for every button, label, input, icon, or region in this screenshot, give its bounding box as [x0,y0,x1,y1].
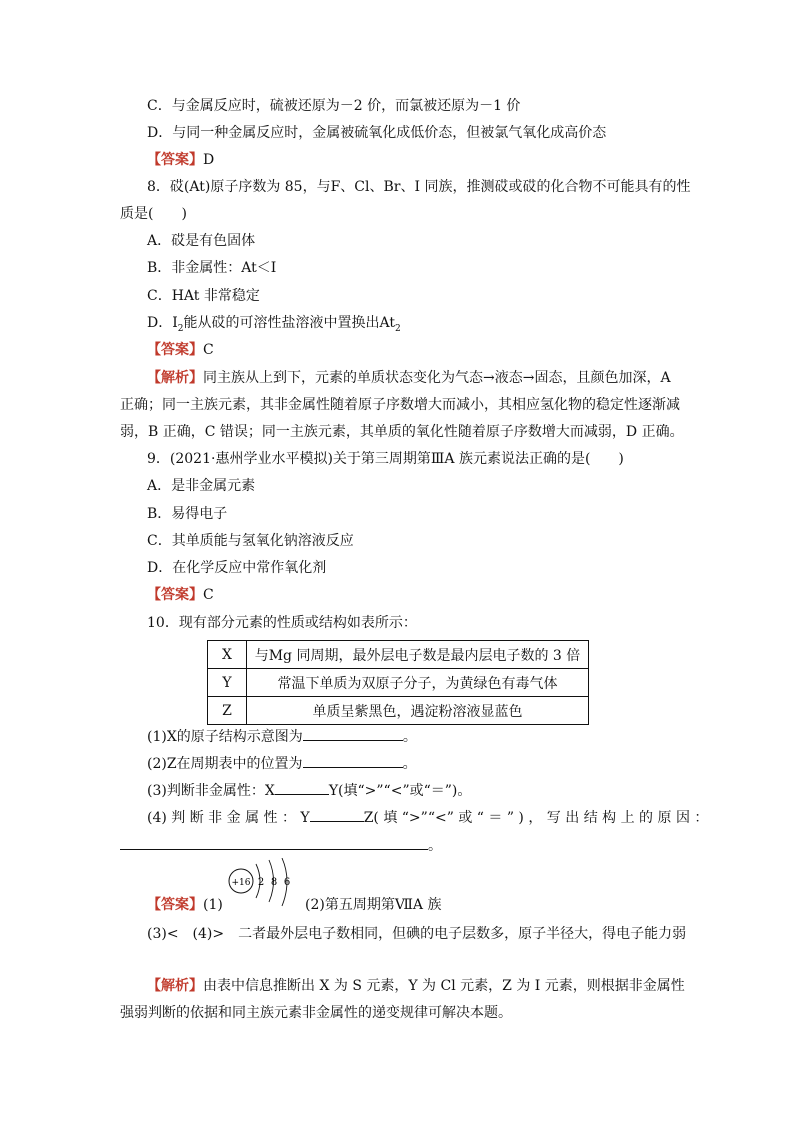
table-cell-value: 常温下单质为双原子分子，为黄绿色有毒气体 [247,669,589,697]
table-cell-key: X [208,641,247,669]
q10-analysis-text1: 由表中信息推断出 X 为 S 元素，Y 为 Cl 元素，Z 为 I 元素，则根据非金属性 [203,978,685,994]
q10-part1-text: (1)X的原子结构示意图为 [147,729,303,745]
q10-part3-pre: (3)判断非金属性：X [147,783,275,799]
q9-option-d: D．在化学反应中常作氧化剂 [147,560,327,576]
table-cell-key: Z [208,697,247,725]
q10-part4-line2 [120,835,442,856]
sulfur-atom-structure-diagram [222,858,302,916]
answer-value: C [203,587,214,603]
q9-option-a: A．是非金属元素 [147,478,256,494]
element-properties-table [207,640,589,725]
table-row [208,697,589,725]
table-cell-value: 与Mg 同周期，最外层电子数是最内层电子数的 3 倍 [247,641,589,669]
q8-analysis-text1: 同主族从上到下，元素的单质状态变化为气态→液态→固态，且颜色加深，A [203,370,671,386]
q8-analysis-line2: 正确；同一主族元素，其非金属性随着原子序数增大而减小，其相应氢化物的稳定性逐渐减 [120,397,680,413]
q8-stem-line1: 8．砹(At)原子序数为 85，与F、Cl、Br、I 同族，推测砹或砹的化合物不可能具有的性 [147,179,691,195]
q8-analysis-line1 [147,368,671,388]
q10-part2 [147,753,417,774]
answer-tag: 【答案】 [147,152,203,168]
answer-tag: 【答案】 [147,897,203,913]
q9-option-c: C．其单质能与氢氧化钠溶液反应 [147,533,354,549]
answer-blank [120,835,428,850]
q10-analysis-line2: 强弱判断的依据和同主族元素非金属性的递变规律可解决本题。 [120,1005,512,1021]
q8-option-c: C．HAt 非常稳定 [147,288,260,304]
q8-stem-line2: 质是( ) [120,206,187,222]
answer-blank [310,807,364,822]
q7-option-c: C．与金属反应时，硫被还原为－2 价，而氯被还原为－1 价 [147,98,521,114]
q10-answer1: (1) [203,897,223,913]
answer-value: C [203,342,214,358]
table-row [208,641,589,669]
atom-shell-count: 8 [270,877,278,888]
table-cell-value: 单质呈紫黑色，遇淀粉溶液显蓝色 [247,697,589,725]
q10-part3-post: Y(填“>”“<”或“＝”)。 [328,783,472,799]
q10-part4-pre: (4) 判 断 非 金 属 性 ： Y [147,810,310,826]
answer-blank [303,753,403,768]
answer-tag: 【答案】 [147,587,203,603]
table-cell-key: Y [208,669,247,697]
q10-part1-end: 。 [402,729,417,745]
q10-part2-end: 。 [402,756,417,772]
q10-part1 [147,726,417,747]
q10-answer2: (2)第五周期第ⅦA 族 [305,897,442,913]
answer-blank [275,780,329,795]
q9-stem: 9．(2021·惠州学业水平模拟)关于第三周期第ⅢA 族元素说法正确的是( ) [147,451,624,467]
q10-analysis-line1 [147,976,685,996]
q7-answer [147,150,214,170]
q8-option-d-sub2: 2 [395,323,401,334]
answer-blank [303,726,403,741]
q10-part3 [147,780,471,801]
q8-option-d-sub: 2 [177,323,184,334]
q10-part4-end: 。 [428,838,442,854]
atom-nucleus-charge: +16 [231,878,251,888]
q7-option-d: D．与同一种金属反应时，金属被硫氧化成低价态，但被氯气氧化成高价态 [147,125,607,141]
q10-answer3: (3)< (4)> 二者最外层电子数相同，但碘的电子层数多，原子半径大，得电子能力弱 [147,926,687,942]
q8-option-b: B．非金属性：At＜I [147,260,277,276]
atom-shell-count: 6 [283,877,291,888]
q8-option-d [147,313,401,333]
q10-part2-text: (2)Z在周期表中的位置为 [147,756,303,772]
q10-stem: 10．现有部分元素的性质或结构如表所示： [147,615,417,631]
q8-analysis-line3: 弱，B 正确，C 错误；同一主族元素，其单质的氧化性随着原子序数增大而减弱，D 正确。 [120,424,684,440]
q9-answer [147,585,214,605]
q9-option-b: B．易得电子 [147,506,228,522]
q10-answer-line1 [147,895,223,915]
q10-part4 [147,807,708,828]
q8-answer [147,340,214,360]
q8-option-a: A．砹是有色固体 [147,233,256,249]
analysis-tag: 【解析】 [147,978,203,994]
answer-tag: 【答案】 [147,342,203,358]
atom-shell-count: 2 [257,877,265,888]
q8-option-d-pre: D．I [147,315,178,331]
q8-option-d-mid: 能从砹的可溶性盐溶液中置换出At [183,315,395,331]
table-row [208,669,589,697]
analysis-tag: 【解析】 [147,370,203,386]
answer-value: D [203,152,215,168]
q10-part4-post: Z( 填 “>”“<” 或 “ ＝ ” ) ， 写 出 结 构 上 的 原 因 ： [363,810,709,826]
